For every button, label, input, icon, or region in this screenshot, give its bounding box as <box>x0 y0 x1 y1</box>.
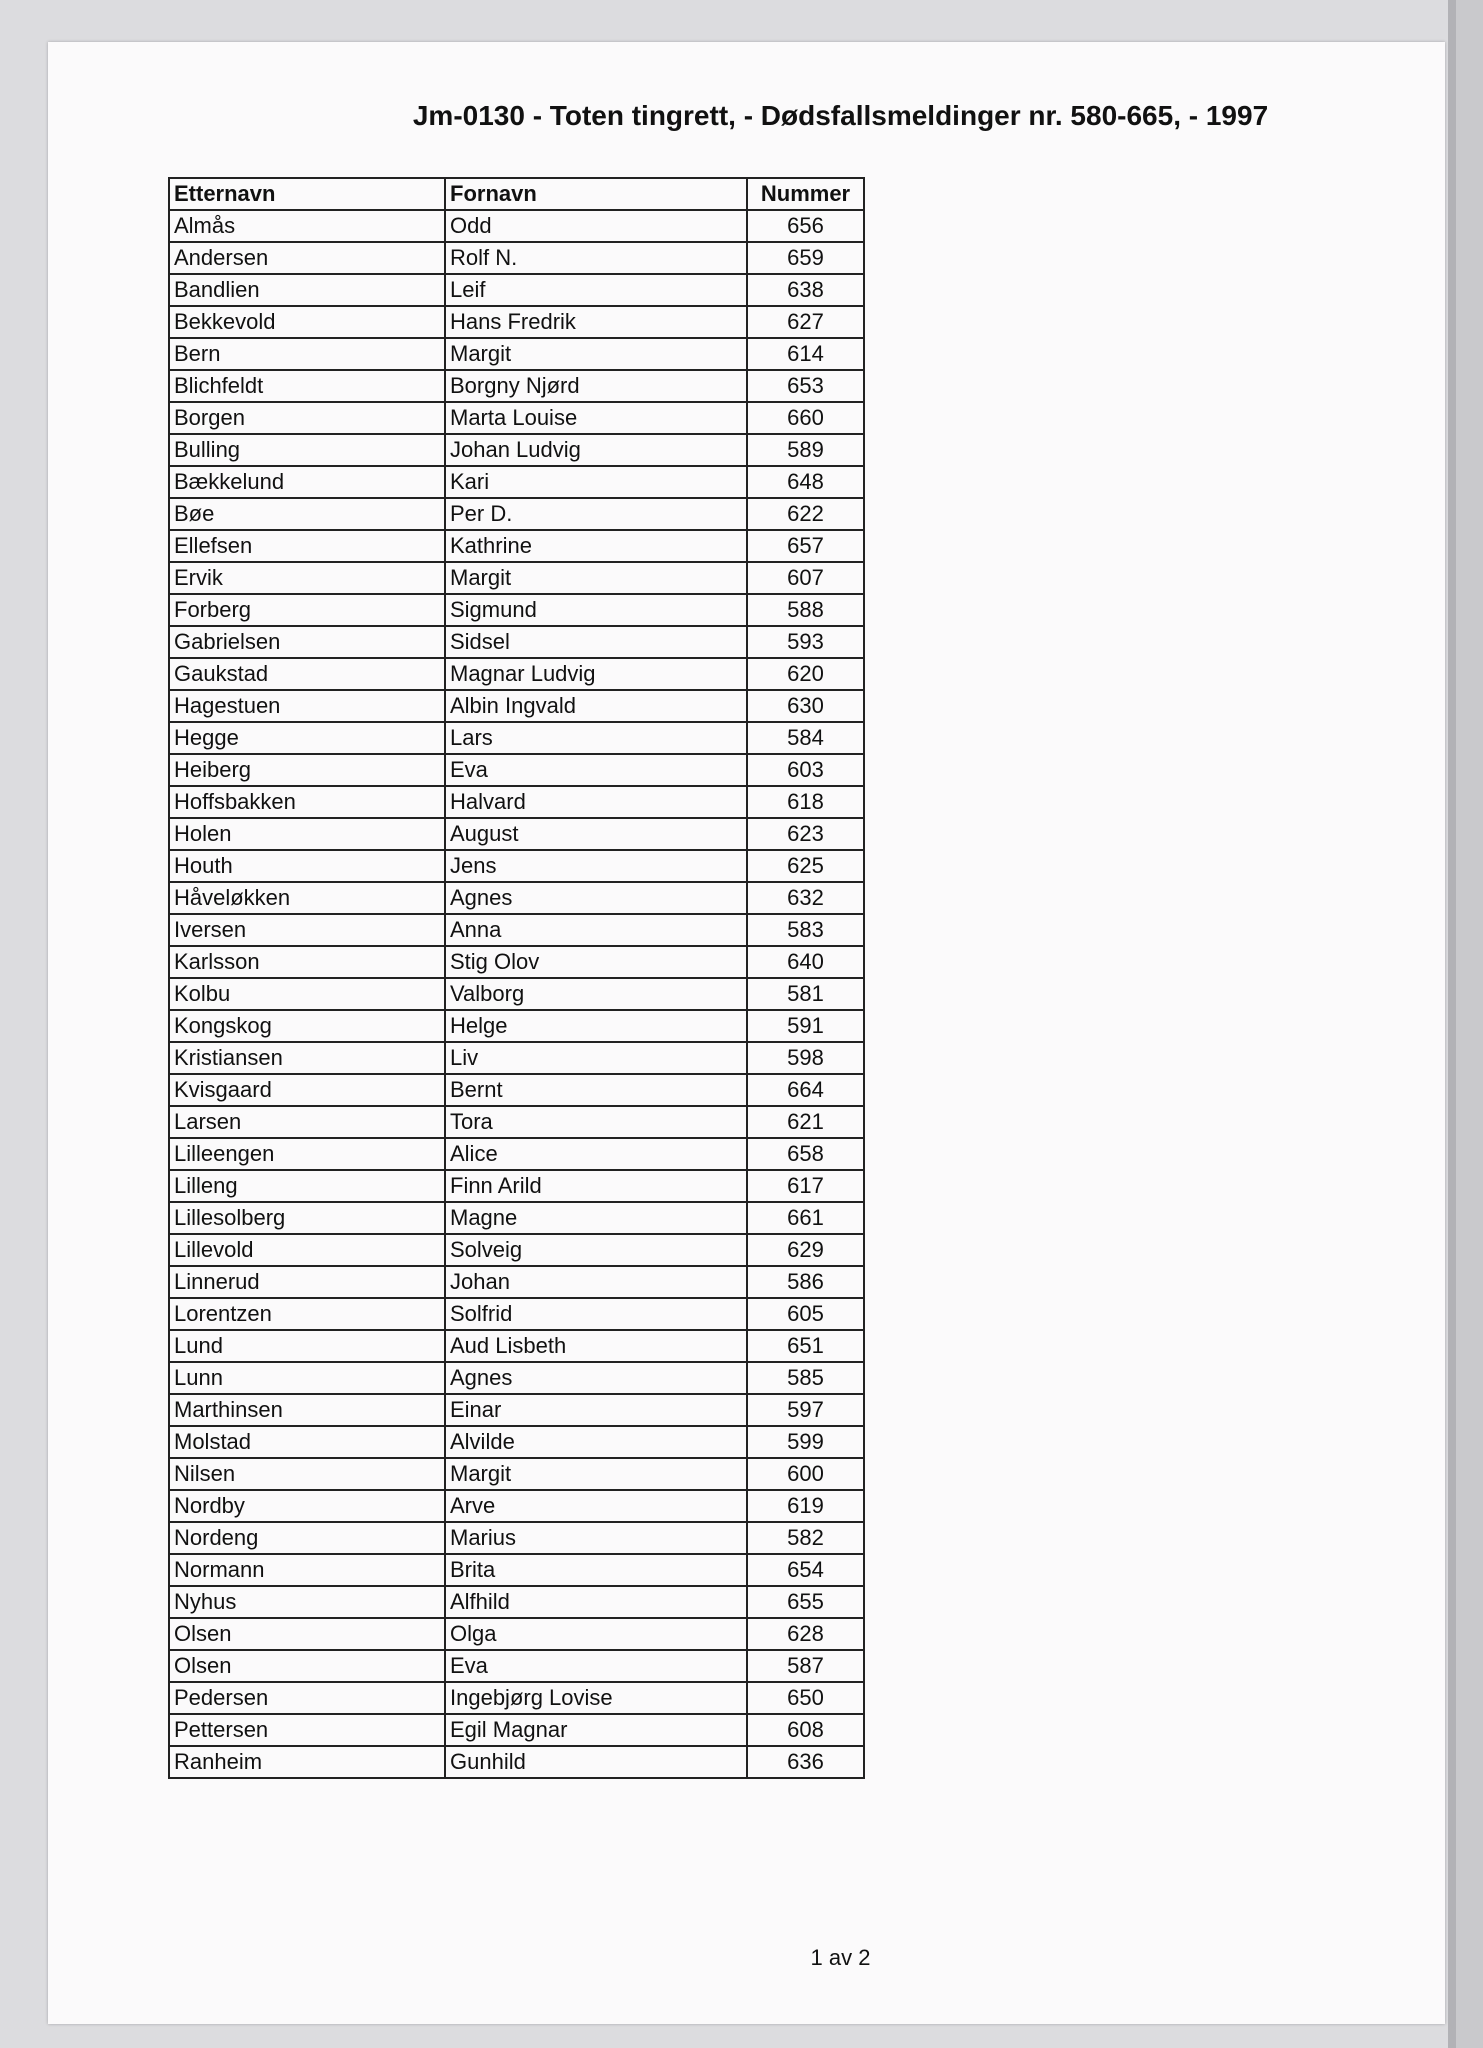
surname-cell: Ranheim <box>169 1746 445 1778</box>
number-cell: 591 <box>747 1010 864 1042</box>
firstname-cell: Bernt <box>445 1074 747 1106</box>
surname-cell: Nilsen <box>169 1458 445 1490</box>
surname-cell: Pedersen <box>169 1682 445 1714</box>
number-cell: 620 <box>747 658 864 690</box>
table-row <box>169 1010 864 1042</box>
firstname-cell: Agnes <box>445 1362 747 1394</box>
surname-cell: Marthinsen <box>169 1394 445 1426</box>
number-cell: 581 <box>747 978 864 1010</box>
table-row <box>169 1330 864 1362</box>
firstname-cell: Rolf N. <box>445 242 747 274</box>
firstname-cell: Per D. <box>445 498 747 530</box>
table-row <box>169 498 864 530</box>
table-row <box>169 306 864 338</box>
firstname-cell: Jens <box>445 850 747 882</box>
number-cell: 599 <box>747 1426 864 1458</box>
table-row <box>169 1266 864 1298</box>
table-row <box>169 690 864 722</box>
surname-cell: Bulling <box>169 434 445 466</box>
table-row <box>169 850 864 882</box>
surname-cell: Bern <box>169 338 445 370</box>
surname-cell: Gaukstad <box>169 658 445 690</box>
surname-cell: Lund <box>169 1330 445 1362</box>
table-row <box>169 658 864 690</box>
firstname-cell: Hans Fredrik <box>445 306 747 338</box>
number-cell: 630 <box>747 690 864 722</box>
number-cell: 583 <box>747 914 864 946</box>
number-cell: 659 <box>747 242 864 274</box>
firstname-cell: Gunhild <box>445 1746 747 1778</box>
number-cell: 632 <box>747 882 864 914</box>
table-body <box>169 210 864 1778</box>
number-cell: 657 <box>747 530 864 562</box>
firstname-cell: Odd <box>445 210 747 242</box>
surname-cell: Normann <box>169 1554 445 1586</box>
number-cell: 638 <box>747 274 864 306</box>
firstname-cell: Arve <box>445 1490 747 1522</box>
number-cell: 588 <box>747 594 864 626</box>
number-cell: 660 <box>747 402 864 434</box>
number-cell: 598 <box>747 1042 864 1074</box>
firstname-cell: Halvard <box>445 786 747 818</box>
surname-cell: Lillevold <box>169 1234 445 1266</box>
surname-cell: Holen <box>169 818 445 850</box>
surname-cell: Linnerud <box>169 1266 445 1298</box>
firstname-cell: Sigmund <box>445 594 747 626</box>
table-row <box>169 1554 864 1586</box>
table-row <box>169 562 864 594</box>
number-cell: 617 <box>747 1170 864 1202</box>
table-row <box>169 882 864 914</box>
surname-cell: Gabrielsen <box>169 626 445 658</box>
table-row <box>169 1042 864 1074</box>
number-cell: 597 <box>747 1394 864 1426</box>
firstname-cell: Leif <box>445 274 747 306</box>
table-row <box>169 530 864 562</box>
surname-cell: Bekkevold <box>169 306 445 338</box>
number-cell: 636 <box>747 1746 864 1778</box>
table-row <box>169 1522 864 1554</box>
number-cell: 651 <box>747 1330 864 1362</box>
table-row <box>169 1682 864 1714</box>
surname-cell: Larsen <box>169 1106 445 1138</box>
number-cell: 619 <box>747 1490 864 1522</box>
firstname-cell: Olga <box>445 1618 747 1650</box>
firstname-cell: Johan <box>445 1266 747 1298</box>
firstname-cell: Alfhild <box>445 1586 747 1618</box>
table-row <box>169 1362 864 1394</box>
surname-cell: Lorentzen <box>169 1298 445 1330</box>
table-row <box>169 1458 864 1490</box>
binder-fold <box>1448 0 1456 2048</box>
firstname-cell: Brita <box>445 1554 747 1586</box>
firstname-cell: Margit <box>445 562 747 594</box>
number-cell: 582 <box>747 1522 864 1554</box>
table-row <box>169 1170 864 1202</box>
number-cell: 629 <box>747 1234 864 1266</box>
surname-cell: Lillesolberg <box>169 1202 445 1234</box>
number-cell: 605 <box>747 1298 864 1330</box>
number-cell: 656 <box>747 210 864 242</box>
column-header-firstname: Fornavn <box>445 178 747 210</box>
table-row <box>169 1138 864 1170</box>
number-cell: 618 <box>747 786 864 818</box>
number-cell: 603 <box>747 754 864 786</box>
firstname-cell: Ingebjørg Lovise <box>445 1682 747 1714</box>
surname-cell: Kolbu <box>169 978 445 1010</box>
binder-edge <box>1448 0 1483 2048</box>
surname-cell: Bandlien <box>169 274 445 306</box>
firstname-cell: Solfrid <box>445 1298 747 1330</box>
number-cell: 623 <box>747 818 864 850</box>
table-row <box>169 914 864 946</box>
table-row <box>169 786 864 818</box>
number-cell: 607 <box>747 562 864 594</box>
firstname-cell: Agnes <box>445 882 747 914</box>
table-row <box>169 722 864 754</box>
firstname-cell: Magnar Ludvig <box>445 658 747 690</box>
firstname-cell: Alice <box>445 1138 747 1170</box>
table-row <box>169 274 864 306</box>
number-cell: 628 <box>747 1618 864 1650</box>
firstname-cell: Sidsel <box>445 626 747 658</box>
document-page <box>48 42 1445 2024</box>
surname-cell: Kristiansen <box>169 1042 445 1074</box>
firstname-cell: Stig Olov <box>445 946 747 978</box>
surname-cell: Olsen <box>169 1618 445 1650</box>
surname-cell: Hegge <box>169 722 445 754</box>
number-cell: 648 <box>747 466 864 498</box>
table-row <box>169 978 864 1010</box>
surname-cell: Ellefsen <box>169 530 445 562</box>
table-row <box>169 1106 864 1138</box>
surname-cell: Nyhus <box>169 1586 445 1618</box>
surname-cell: Nordeng <box>169 1522 445 1554</box>
number-cell: 589 <box>747 434 864 466</box>
table-row <box>169 1650 864 1682</box>
surname-cell: Forberg <box>169 594 445 626</box>
firstname-cell: Kathrine <box>445 530 747 562</box>
surname-cell: Håveløkken <box>169 882 445 914</box>
surname-cell: Kvisgaard <box>169 1074 445 1106</box>
number-cell: 614 <box>747 338 864 370</box>
surname-cell: Nordby <box>169 1490 445 1522</box>
table-row <box>169 818 864 850</box>
firstname-cell: Aud Lisbeth <box>445 1330 747 1362</box>
surname-cell: Karlsson <box>169 946 445 978</box>
surname-cell: Molstad <box>169 1426 445 1458</box>
table-row <box>169 434 864 466</box>
number-cell: 658 <box>747 1138 864 1170</box>
column-header-number: Nummer <box>747 178 864 210</box>
table-header-row <box>169 178 864 210</box>
number-cell: 587 <box>747 1650 864 1682</box>
table-row <box>169 466 864 498</box>
firstname-cell: Margit <box>445 338 747 370</box>
firstname-cell: Einar <box>445 1394 747 1426</box>
number-cell: 654 <box>747 1554 864 1586</box>
firstname-cell: Kari <box>445 466 747 498</box>
surname-cell: Blichfeldt <box>169 370 445 402</box>
firstname-cell: Alvilde <box>445 1426 747 1458</box>
firstname-cell: Marius <box>445 1522 747 1554</box>
table-row <box>169 1586 864 1618</box>
number-cell: 653 <box>747 370 864 402</box>
surname-cell: Kongskog <box>169 1010 445 1042</box>
firstname-cell: Marta Louise <box>445 402 747 434</box>
firstname-cell: Anna <box>445 914 747 946</box>
firstname-cell: Egil Magnar <box>445 1714 747 1746</box>
surname-cell: Borgen <box>169 402 445 434</box>
number-cell: 664 <box>747 1074 864 1106</box>
surname-cell: Houth <box>169 850 445 882</box>
number-cell: 655 <box>747 1586 864 1618</box>
firstname-cell: Eva <box>445 1650 747 1682</box>
surname-cell: Almås <box>169 210 445 242</box>
column-header-surname: Etternavn <box>169 178 445 210</box>
table-row <box>169 1234 864 1266</box>
surname-cell: Lilleng <box>169 1170 445 1202</box>
table-row <box>169 626 864 658</box>
surname-cell: Ervik <box>169 562 445 594</box>
page-title: Jm-0130 - Toten tingrett, - Dødsfallsmeldinger nr. 580-665, - 1997 <box>412 100 1269 131</box>
number-cell: 640 <box>747 946 864 978</box>
table-row <box>169 1202 864 1234</box>
surname-cell: Iversen <box>169 914 445 946</box>
firstname-cell: Albin Ingvald <box>445 690 747 722</box>
firstname-cell: Valborg <box>445 978 747 1010</box>
table-row <box>169 242 864 274</box>
page-number: 1 av 2 <box>810 1945 871 1970</box>
surname-cell: Pettersen <box>169 1714 445 1746</box>
surname-cell: Lunn <box>169 1362 445 1394</box>
number-cell: 586 <box>747 1266 864 1298</box>
firstname-cell: Margit <box>445 1458 747 1490</box>
table-row <box>169 1298 864 1330</box>
surname-cell: Heiberg <box>169 754 445 786</box>
surname-cell: Olsen <box>169 1650 445 1682</box>
number-cell: 584 <box>747 722 864 754</box>
table-row <box>169 1394 864 1426</box>
number-cell: 650 <box>747 1682 864 1714</box>
firstname-cell: Borgny Njørd <box>445 370 747 402</box>
surname-cell: Hagestuen <box>169 690 445 722</box>
death-notice-table <box>168 177 865 1779</box>
firstname-cell: Tora <box>445 1106 747 1138</box>
table-row <box>169 594 864 626</box>
number-cell: 625 <box>747 850 864 882</box>
firstname-cell: Solveig <box>445 1234 747 1266</box>
table-row <box>169 210 864 242</box>
number-cell: 627 <box>747 306 864 338</box>
number-cell: 621 <box>747 1106 864 1138</box>
number-cell: 608 <box>747 1714 864 1746</box>
number-cell: 622 <box>747 498 864 530</box>
table-row <box>169 1618 864 1650</box>
firstname-cell: August <box>445 818 747 850</box>
table-row <box>169 1746 864 1778</box>
firstname-cell: Helge <box>445 1010 747 1042</box>
firstname-cell: Magne <box>445 1202 747 1234</box>
firstname-cell: Eva <box>445 754 747 786</box>
table-row <box>169 402 864 434</box>
firstname-cell: Lars <box>445 722 747 754</box>
number-cell: 585 <box>747 1362 864 1394</box>
surname-cell: Bækkelund <box>169 466 445 498</box>
surname-cell: Bøe <box>169 498 445 530</box>
surname-cell: Andersen <box>169 242 445 274</box>
number-cell: 593 <box>747 626 864 658</box>
table-row <box>169 370 864 402</box>
firstname-cell: Finn Arild <box>445 1170 747 1202</box>
number-cell: 661 <box>747 1202 864 1234</box>
surname-cell: Lilleengen <box>169 1138 445 1170</box>
table-row <box>169 1426 864 1458</box>
table-row <box>169 1074 864 1106</box>
table-row <box>169 338 864 370</box>
table-row <box>169 1714 864 1746</box>
table-row <box>169 946 864 978</box>
surname-cell: Hoffsbakken <box>169 786 445 818</box>
table-row <box>169 754 864 786</box>
firstname-cell: Johan Ludvig <box>445 434 747 466</box>
table-row <box>169 1490 864 1522</box>
firstname-cell: Liv <box>445 1042 747 1074</box>
number-cell: 600 <box>747 1458 864 1490</box>
